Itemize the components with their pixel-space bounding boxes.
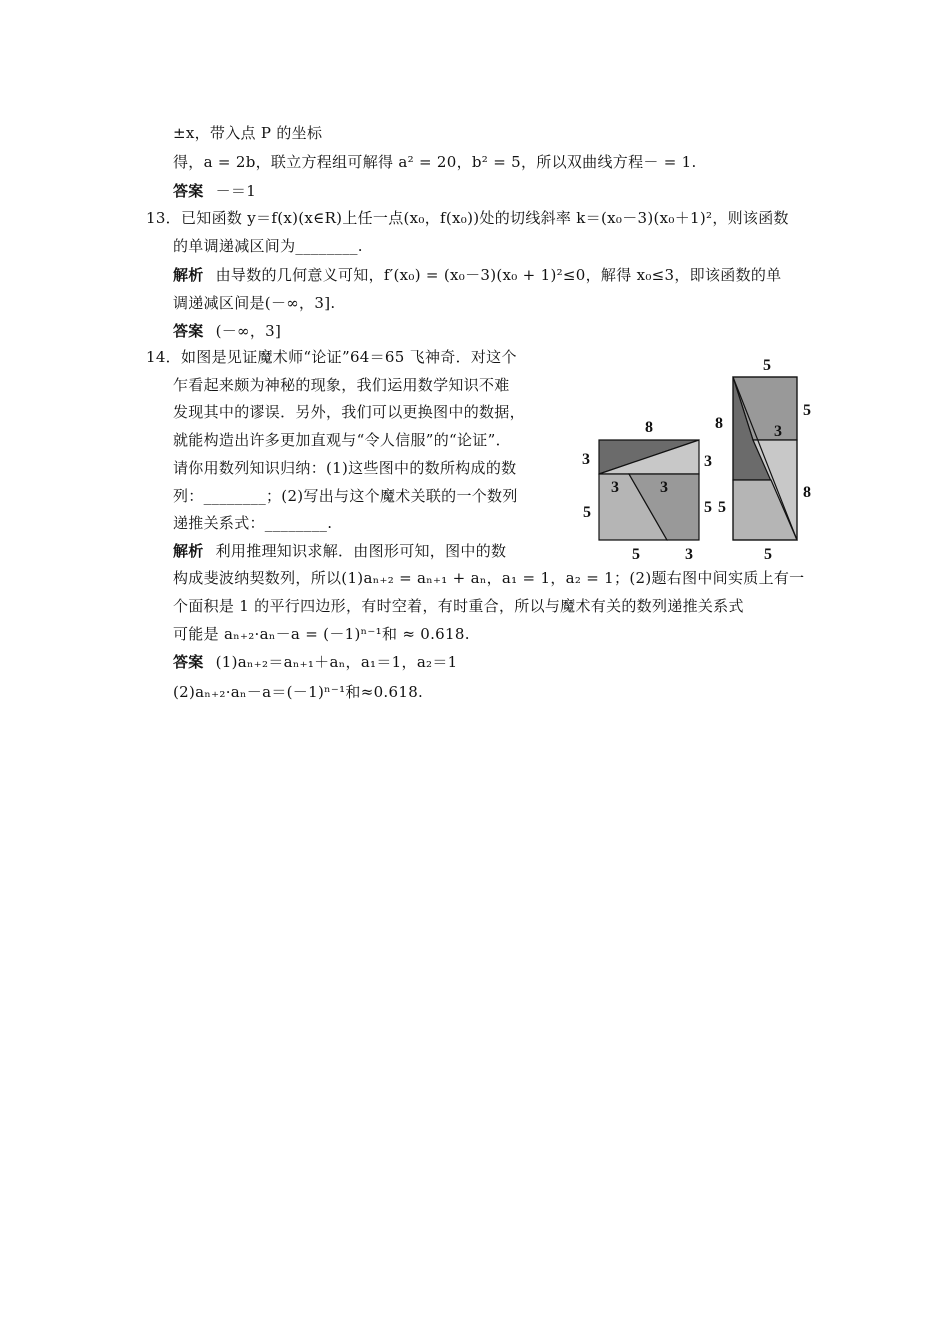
left-label-left-lower: 5	[583, 504, 591, 521]
right-label-bottom: 5	[764, 546, 772, 563]
question-13-line-b: 的单调递减区间为________.	[173, 237, 363, 255]
solution-label: 解析	[173, 266, 204, 284]
right-label-top: 5	[763, 357, 771, 374]
question-14-line-g: 递推关系式：________.	[173, 514, 333, 532]
question-14-line-a	[146, 347, 517, 367]
right-rectangle-figure	[715, 357, 811, 563]
answer-text: (1)aₙ₊₂＝aₙ₊₁＋aₙ，a₁＝1，a₂＝1	[215, 653, 458, 671]
answer-text: －＝1	[215, 182, 257, 200]
answer-14-line-a	[173, 652, 458, 672]
magic-64-65-figure	[578, 352, 828, 568]
question-number: 14．	[146, 348, 181, 366]
solution-14-line-b: 构成斐波纳契数列，所以(1)aₙ₊₂ = aₙ₊₁ + aₙ，a₁ = 1，a₂ = 1；(2)题右图中间实质上有一	[173, 569, 805, 587]
left-label-inner-left: 3	[611, 479, 619, 496]
right-label-left-upper: 8	[715, 415, 723, 432]
question-14-line-b: 乍看起来颇为神秘的现象，我们运用数学知识不难	[173, 376, 510, 394]
answer-14-line-b: (2)aₙ₊₂·aₙ－a＝(－1)ⁿ⁻¹和≈0.618.	[173, 683, 424, 701]
solution-13-line-b: 调递减区间是(－∞，3].	[173, 294, 336, 312]
left-label-top: 8	[645, 419, 653, 436]
question-text: 如图是见证魔术师“论证”64＝65 飞神奇．对这个	[181, 348, 517, 366]
left-label-left-upper: 3	[582, 451, 590, 468]
question-14-line-e: 请你用数列知识归纳：(1)这些图中的数所构成的数	[173, 459, 517, 477]
text-line-1: ±x，带入点 P 的坐标	[173, 124, 323, 142]
right-label-left-lower: 5	[718, 499, 726, 516]
question-14-line-c: 发现其中的谬误．另外，我们可以更换图中的数据，	[173, 403, 525, 421]
text-line-2: 得，a = 2b，联立方程组可解得 a² = 20，b² = 5，所以双曲线方程－ = 1.	[173, 153, 697, 171]
solution-text: 由导数的几何意义可知，f′(x₀) = (x₀－3)(x₀ + 1)²≤0，解得 x₀≤3，即该函数的单	[215, 266, 782, 284]
question-number: 13．	[146, 209, 181, 227]
answer-label: 答案	[173, 322, 204, 340]
right-label-right-upper: 5	[803, 402, 811, 419]
question-14-line-d: 就能构造出许多更加直观与“令人信服”的“论证”．	[173, 431, 511, 449]
right-label-inner: 3	[774, 423, 782, 440]
solution-13-line-a	[173, 265, 781, 285]
left-square-figure	[582, 419, 712, 563]
answer-text: (－∞，3]	[215, 322, 282, 340]
solution-14-line-a	[173, 541, 506, 561]
solution-14-line-c: 个面积是 1 的平行四边形，有时空着，有时重合，所以与魔术有关的数列递推关系式	[173, 597, 744, 615]
answer-label: 答案	[173, 653, 204, 671]
left-label-inner-right: 3	[660, 479, 668, 496]
question-14-line-f: 列：________；(2)写出与这个魔术关联的一个数列	[173, 487, 518, 505]
answer-line-12	[173, 181, 256, 201]
solution-text: 利用推理知识求解．由图形可知，图中的数	[215, 542, 507, 560]
question-13-line-a	[146, 208, 789, 228]
solution-14-line-d: 可能是 aₙ₊₂·aₙ－a = (－1)ⁿ⁻¹和 ≈ 0.618.	[173, 625, 470, 643]
left-label-bottom-left: 5	[632, 546, 640, 563]
solution-label: 解析	[173, 542, 204, 560]
answer-13	[173, 321, 281, 341]
left-label-bottom-right: 3	[685, 546, 693, 563]
right-label-right-lower: 8	[803, 484, 811, 501]
left-label-right-lower: 5	[704, 499, 712, 516]
left-label-right-upper: 3	[704, 453, 712, 470]
question-text: 已知函数 y＝f(x)(x∈R)上任一点(x₀，f(x₀))处的切线斜率 k＝(x₀－3)(x₀＋1)²，则该函数	[181, 209, 789, 227]
answer-label: 答案	[173, 182, 204, 200]
